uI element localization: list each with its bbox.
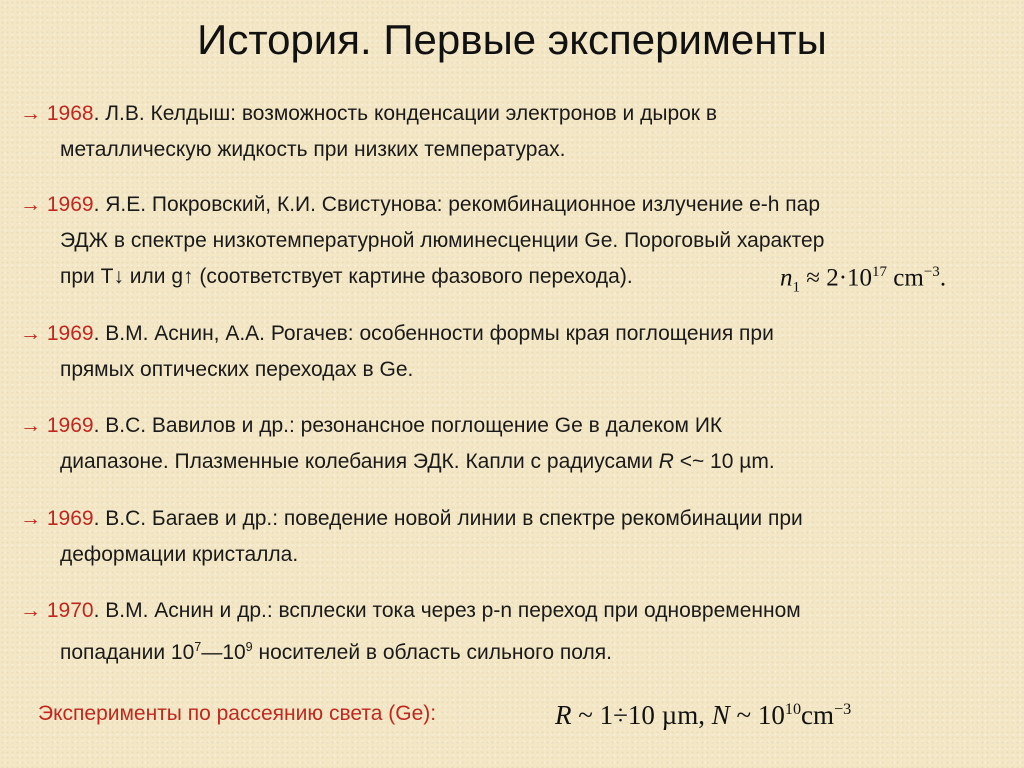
item-text-cont-2: при T↓ или g↑ (соответствует картине фазового перехода).	[60, 265, 633, 288]
item-arrow: →	[20, 599, 47, 622]
item-text-cont	[20, 629, 1010, 671]
item-year: 1970	[46, 599, 94, 622]
formula-unit: cm	[801, 700, 835, 730]
formula-unit-exp: −3	[923, 264, 940, 280]
formula-unit: cm	[887, 264, 924, 292]
scattering-formula	[555, 700, 851, 731]
item-text-cont: ЭДЖ в спектре низкотемпературной люминесценции Ge. Пороговый характер	[60, 229, 825, 252]
item-arrow: →	[20, 102, 47, 125]
item-text-cont	[20, 444, 1010, 480]
density-formula	[780, 264, 946, 296]
formula-N: N	[711, 700, 730, 730]
item-year: 1969	[46, 322, 94, 345]
exponent: 9	[245, 640, 253, 654]
item-text-part: диапазоне. Плазменные колебания ЭДК. Капли с радиусами	[60, 450, 659, 473]
formula-part: ~ 10	[729, 700, 785, 730]
item-text: . В.С. Багаев и др.: поведение новой линии в спектре рекомбинации при	[93, 507, 803, 530]
history-item-1969-c	[20, 408, 1010, 480]
item-year: 1968	[46, 102, 94, 125]
formula-sub: 1	[792, 279, 800, 296]
item-year: 1969	[46, 193, 94, 216]
formula-exp: 17	[872, 264, 888, 280]
history-item-1969-b	[20, 316, 1010, 388]
item-text-part: носителей в область сильного поля.	[252, 641, 612, 664]
formula-n: n	[780, 264, 793, 292]
item-text-part: <~ 10 µm.	[673, 450, 775, 473]
formula-end: .	[939, 264, 947, 292]
item-year: 1969	[46, 507, 94, 530]
item-arrow: →	[20, 193, 47, 216]
item-text-cont: прямых оптических переходах в Ge.	[60, 358, 414, 381]
item-text: . В.М. Аснин и др.: всплески тока через p-n переход при одновременном	[93, 599, 801, 622]
formula-rest: ≈ 2·10	[800, 264, 873, 292]
history-item-1968	[20, 96, 1010, 168]
formula-exp: 10	[784, 700, 802, 718]
item-text: . В.С. Вавилов и др.: резонансное поглощение Ge в далеком ИК	[93, 414, 723, 437]
footer-label: Эксперименты по рассеянию света (Ge):	[38, 702, 437, 725]
formula-part: ~ 1÷10 µm,	[571, 700, 712, 730]
history-item-1969-d	[20, 501, 1010, 573]
item-arrow: →	[20, 322, 47, 345]
item-text-part: попадании 10	[60, 641, 195, 664]
exponent: 7	[194, 640, 202, 654]
item-text: . Я.Е. Покровский, К.И. Свистунова: рекомбинационное излучение e-h пар	[93, 193, 821, 216]
item-year: 1969	[46, 414, 94, 437]
item-arrow: →	[20, 507, 47, 530]
item-text: . Л.В. Келдыш: возможность конденсации электронов и дырок в	[93, 102, 717, 125]
formula-unit-exp: −3	[834, 700, 852, 718]
radius-symbol: R	[658, 450, 674, 473]
page-title: История. Первые эксперименты	[197, 16, 827, 63]
item-text-cont: деформации кристалла.	[60, 543, 299, 566]
item-text-cont: металлическую жидкость при низких температурах.	[60, 138, 566, 161]
item-text-part: —10	[201, 641, 246, 664]
item-arrow: →	[20, 414, 47, 437]
history-item-1970	[20, 593, 1010, 671]
formula-R: R	[555, 700, 572, 730]
item-text: . В.М. Аснин, А.А. Рогачев: особенности формы края поглощения при	[93, 322, 774, 345]
